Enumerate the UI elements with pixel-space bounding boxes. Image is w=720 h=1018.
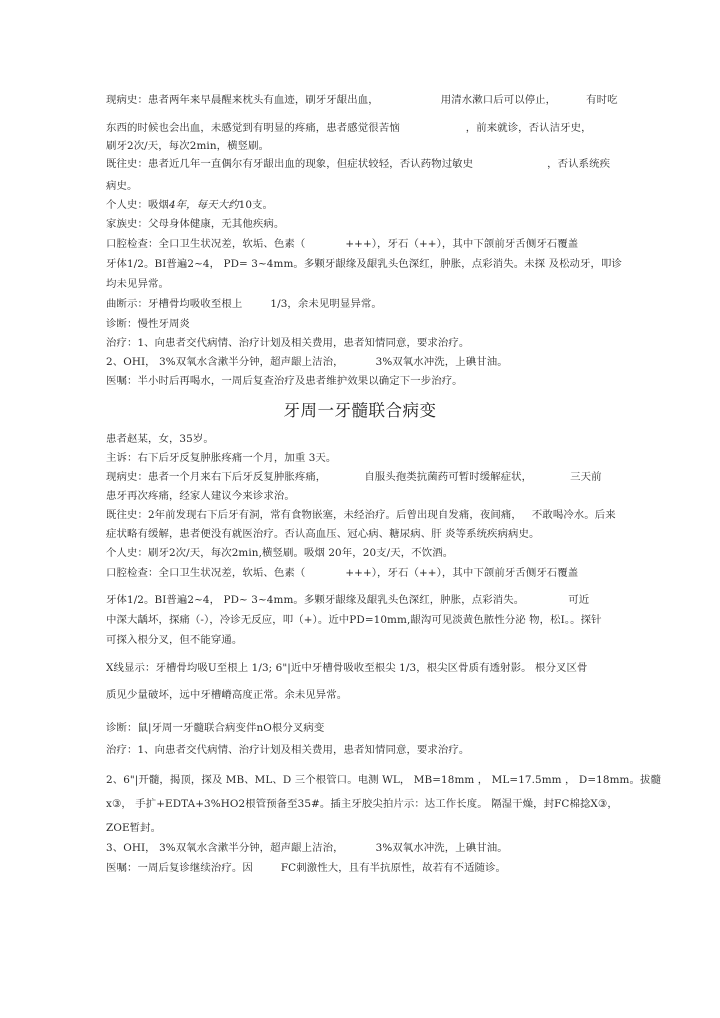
doctor-advice-line: 医嘱：一周后复诊继续治疗。因 FC刺激性大，且有半抗原性，故若有不适随诊。 [106,862,507,874]
present-illness-line-2: 患牙再次疼痛，经家人建议今来诊求治。 [106,490,295,502]
doctor-advice-line: 医嘱：半小时后再喝水，一周后复查治疗及患者维护效果以确定下一步治疗。 [106,375,463,387]
oral-exam-line-4: 可探入根分叉，但不能穿通。 [106,634,243,646]
treatment-line-1: 治疗：1、向患者交代病情、治疗计划及相关费用，患者知情同意，要求治疗。 [106,744,470,756]
panoramic-xray-line: 曲断示：牙槽骨均吸收至根上 1/3，余未见明显异常。 [106,298,382,310]
treatment-line-1: 治疗：1、向患者交代病情、治疗计划及相关费用，患者知情同意，要求治疗。 [106,337,470,349]
personal-history-line: 个人史：吸烟4年，每天大约10支。 [106,199,274,211]
oral-exam-line-3: 均未见异常。 [106,278,169,290]
treatment-line-2: 2、6"|开髓，揭顶，探及 MB、ML、D 三个根管口。电测 WL， MB=18mm ， ML=17.5mm ， D=18mm。拔髓 [106,774,661,786]
xray-finding-line-1: X线显示：牙槽骨均吸U至根上 1/3; 6"|近中牙槽骨吸收至根尖 1/3，根尖区骨质有透射影。 根分叉区骨 [106,662,588,674]
past-history-line-1: 既往史：2年前发现右下后牙有洞，常有食物嵌塞，未经治疗。后曾出现自发痛，夜间痛， 不敢喝冷水。后来 [106,509,616,521]
oral-exam-line-2: 牙体1/2。BI普遍2~4， PD~ 3~4mm。多颗牙龈缘及龈乳头色深红，肿胀，点彩消失。 可近 [106,594,590,606]
oral-exam-line-1: 口腔检查：全口卫生状况差，软垢、色素（ +++），牙石（++），其中下颌前牙舌侧牙石覆盖 [106,567,579,579]
treatment-line-5: 3、OHI， 3%双氧水含漱半分钟，超声龈上洁治， 3%双氧水冲洗，上碘甘油。 [106,842,508,854]
oral-exam-line-1: 口腔检查：全口卫生状况差，软垢、色素（ +++），牙石（++），其中下颌前牙舌侧牙石覆盖 [106,238,579,250]
diagnosis-line: 诊断：慢性牙周炎 [106,318,190,330]
oral-exam-line-2: 牙体1/2。BI普遍2~4， PD= 3~4mm。多颗牙龈缘及龈乳头色深红，肿胀，点彩消失。未探 及松动牙，叩诊 [106,258,623,270]
past-history-line-2: 病史。 [106,180,138,192]
oral-exam-line-3: 中深大龋坏，探痛（-），冷诊无反应，叩（+）。近中PD=10mm,龈沟可见淡黄色脓性分泌 物，松I。。探针 [106,614,602,626]
present-illness-line-1: 现病史：患者一个月来右下后牙反复肿胀疼痛， 自服头孢类抗菌药可暂时缓解症状， 三天前 [106,471,602,483]
present-illness-line-1: 现病史：患者两年来早晨醒来枕头有血迹，刷牙牙龈出血， 用清水漱口后可以停止， 有时吃 [106,94,618,106]
family-history-line: 家族史：父母身体健康，无其他疾病。 [106,218,285,230]
xray-finding-line-2: 质见少量破坏，远中牙槽嵴高度正常。余未见异常。 [106,689,348,701]
brushing-habit-line: 刷牙2次/天，每次2min，横竖刷。 [106,140,270,152]
past-history-line-2: 症状略有缓解，患者便没有就医治疗。否认高血压、冠心病、糖尿病、肝 炎等系统疾病病史。 [106,528,540,540]
past-history-line-1: 既往史：患者近几年一直偶尔有牙龈出血的现象，但症状较轻，否认药物过敏史 ，否认系统疾 [106,158,611,170]
treatment-line-3: x③， 手扩+EDTA+3%HO2根管预备至35#。插主牙胶尖拍片示：达工作长度。 隔湿干燥，封FC棉捻X③， [106,798,618,810]
treatment-line-4: ZOE暂封。 [106,822,162,834]
patient-info-line: 患者赵某，女，35岁。 [106,433,214,445]
treatment-line-2: 2、OHI， 3%双氧水含漱半分钟，超声龈上洁治， 3%双氧水冲洗，上碘甘油。 [106,356,508,368]
diagnosis-line: 诊断：鼠|牙周一牙髓联合病变伴nO根分叉病变 [106,722,325,734]
case-title: 牙周一牙髓联合病变 [283,401,437,420]
present-illness-line-2: 东西的时候也会出血，未感觉到有明显的疼痛，患者感觉很苦恼 ，前来就诊，否认洁牙史， [106,122,592,134]
personal-history-line: 个人史：刷牙2次/天，每次2min,横竖刷。吸烟 20年，20支/天，不饮酒。 [106,547,454,559]
chief-complaint-line: 主诉：右下后牙反复肿胀疼痛一个月，加重 3天。 [106,452,337,464]
